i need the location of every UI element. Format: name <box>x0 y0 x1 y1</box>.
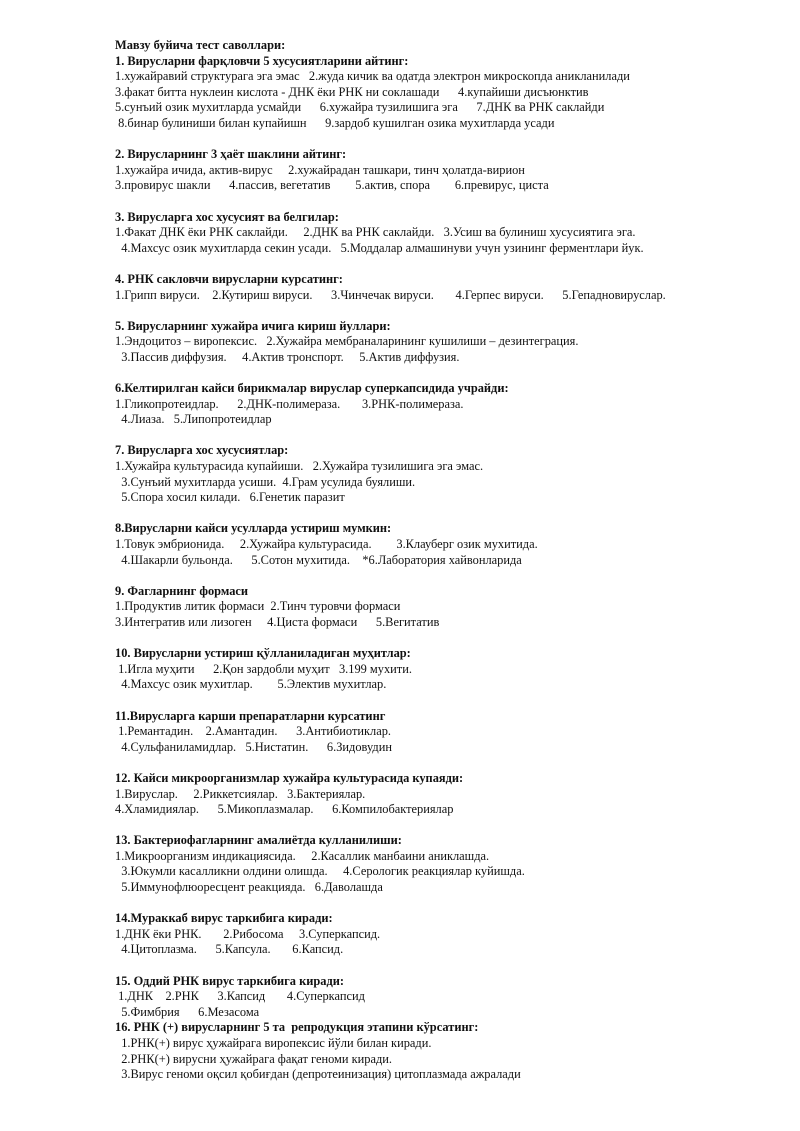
question-block <box>115 709 785 756</box>
question-block <box>115 147 785 194</box>
question-title: 7. Вирусларга хос хусусиятлар: <box>115 443 289 458</box>
answer-options-line: 5.Иммунофлюоресцент реакцияда. 6.Даволашда <box>115 880 383 895</box>
answer-options-line: 1.Товук эмбрионида. 2.Хужайра культурасида. 3.Клауберг озик мухитида. <box>115 537 538 551</box>
question-block <box>115 1020 785 1082</box>
question-block <box>115 771 785 818</box>
question-block <box>115 646 785 693</box>
question-title: 13. Бактериофагларнинг амалиётда кулланилиши: <box>115 833 402 848</box>
answer-options-line: 4.Махсус озик мухитлар. 5.Электив мухитлар. <box>115 677 387 692</box>
question-block <box>115 974 785 1021</box>
answer-options-line: 1.Вируслар. 2.Риккетсиялар. 3.Бактериялар. <box>115 786 366 801</box>
question-title: 10. Вирусларни устириш қўлланиладиган муҳитлар: <box>115 646 411 661</box>
answer-options-line: 4.Шакарли бульонда. 5.Сотон мухитида. *6.Лаборатория хайвонларида <box>115 552 522 567</box>
question-list <box>115 54 785 1083</box>
answer-options-line: 4.Сульфаниламидлар. 5.Нистатин. 6.Зидовудин <box>115 739 392 754</box>
answer-options-line: 3.Вирус геноми оқсил қобиғдан (депротеинизация) цитоплазмада ажралади <box>115 1067 521 1082</box>
question-title: 15. Оддий РНК вирус таркибига киради: <box>115 973 344 988</box>
answer-options-line: 1.Грипп вируси. 2.Кутириш вируси. 3.Чинчечак вируси. 4.Герпес вируси. 5.Гепадновируслар. <box>115 287 666 302</box>
answer-options-line: 5.сунъий озик мухитларда усмайди 6.хужайра тузилишига эга 7.ДНК ва РНК саклайди <box>115 100 605 115</box>
page-heading: Мавзу буйича тест саволлари: <box>115 38 286 52</box>
answer-options-line: 1.Продуктив литик формаси 2.Тинч туровчи формаси <box>115 599 401 614</box>
question-block <box>115 521 785 568</box>
answer-options-line: 4.Махсус озик мухитларда секин усади. 5.Моддалар алмашинуви учун узининг ферментлари йук. <box>115 240 644 255</box>
answer-options-line: 2.РНК(+) вирусни ҳужайрага фақат геноми киради. <box>115 1051 392 1066</box>
question-title: 8.Вирусларни кайси усулларда устириш мумкин: <box>115 521 392 536</box>
question-block <box>115 272 785 303</box>
question-title: 6.Келтирилган кайси бирикмалар вируслар суперкапсидида учрайди: <box>115 381 509 396</box>
answer-options-line: 1.хужайра ичида, актив-вирус 2.хужайрадан ташкари, тинч ҳолатда-вирион <box>115 162 525 177</box>
answer-options-line: 1.ДНК ёки РНК. 2.Рибосома 3.Суперкапсид. <box>115 926 381 941</box>
answer-options-line: 1.Гликопротеидлар. 2.ДНК-полимераза. 3.РНК-полимераза. <box>115 396 464 411</box>
question-block <box>115 584 785 631</box>
answer-options-line: 1.Эндоцитоз – виропексис. 2.Хужайра мембраналарининг кушилиши – дезинтеграция. <box>115 334 579 349</box>
answer-options-line: 4.Хламидиялар. 5.Микоплазмалар. 6.Компилобактериялар <box>115 802 454 817</box>
answer-options-line: 1.Хужайра культурасида купайиши. 2.Хужайра тузилишига эга эмас. <box>115 459 484 474</box>
question-block <box>115 319 785 366</box>
answer-options-line: 1.Игла муҳити 2.Қон зардобли муҳит 3.199 мухити. <box>115 661 412 676</box>
question-title: 2. Вирусларнинг 3 ҳаёт шаклини айтинг: <box>115 147 347 162</box>
answer-options-line: 4.Лиаза. 5.Липопротеидлар <box>115 412 272 427</box>
answer-options-line: 3.факат битта нуклеин кислота - ДНК ёки РНК ни соклашади 4.купайиши дисъюнктив <box>115 84 589 99</box>
answer-options-line: 1.Ремантадин. 2.Амантадин. 3.Антибиотиклар. <box>115 724 391 739</box>
test-content <box>115 38 785 1098</box>
question-title: 12. Кайси микроорганизмлар хужайра культурасида купаяди: <box>115 770 464 785</box>
question-block <box>115 54 785 132</box>
answer-options-line: 3.Интегратив или лизоген 4.Циста формаси 5.Вегитатив <box>115 614 440 629</box>
answer-options-line: 1.Микроорганизм индикациясида. 2.Касаллик манбаини аниклашда. <box>115 848 490 863</box>
answer-options-line: 5.Спора хосил килади. 6.Генетик паразит <box>115 490 345 505</box>
answer-options-line: 1.хужайравий структурага эга эмас 2.жуда кичик ва одатда электрон микроскопда аникланилади <box>115 69 630 84</box>
question-block <box>115 911 785 958</box>
question-block <box>115 833 785 895</box>
question-block <box>115 210 785 257</box>
question-title: 14.Мураккаб вирус таркибига киради: <box>115 911 333 926</box>
answer-options-line: 3.Юкумли касалликни олдини олишда. 4.Серологик реакциялар куйишда. <box>115 864 525 879</box>
question-title: 9. Фагларнинг формаси <box>115 583 249 598</box>
answer-options-line: 3.Сунъий мухитларда усиши. 4.Грам усулида буялиши. <box>115 474 416 489</box>
answer-options-line: 1.Факат ДНК ёки РНК саклайди. 2.ДНК ва РНК саклайди. 3.Усиш ва булиниш хусусиятига эга. <box>115 225 636 240</box>
question-title: 11.Вирусларга карши препаратларни курсатинг <box>115 708 386 723</box>
question-title: 5. Вирусларнинг хужайра ичига кириш йуллари: <box>115 318 391 333</box>
answer-options-line: 3.провирус шакли 4.пассив, вегетатив 5.актив, спора 6.превирус, циста <box>115 178 549 193</box>
answer-options-line: 8.бинар булиниши билан купайишн 9.зардоб кушилган озика мухитларда усади <box>115 115 555 130</box>
question-block <box>115 443 785 505</box>
answer-options-line: 4.Цитоплазма. 5.Капсула. 6.Капсид. <box>115 942 344 957</box>
answer-options-line: 1.ДНК 2.РНК 3.Капсид 4.Суперкапсид <box>115 989 365 1004</box>
answer-options-line: 1.РНК(+) вирус ҳужайрага виропексис йўли билан киради. <box>115 1036 432 1050</box>
question-title: 3. Вирусларга хос хусусият ва белгилар: <box>115 209 339 224</box>
answer-options-line: 3.Пассив диффузия. 4.Актив тронспорт. 5.Актив диффузия. <box>115 349 460 364</box>
question-title: 4. РНК сакловчи вирусларни курсатинг: <box>115 271 343 286</box>
answer-options-line: 5.Фимбрия 6.Мезасома <box>115 1004 260 1019</box>
question-block <box>115 381 785 428</box>
question-title: 1. Вирусларни фарқловчи 5 хусусиятларини айтинг: <box>115 53 409 68</box>
question-title: 16. РНК (+) вирусларнинг 5 та репродукция этапини кўрсатинг: <box>115 1020 479 1035</box>
